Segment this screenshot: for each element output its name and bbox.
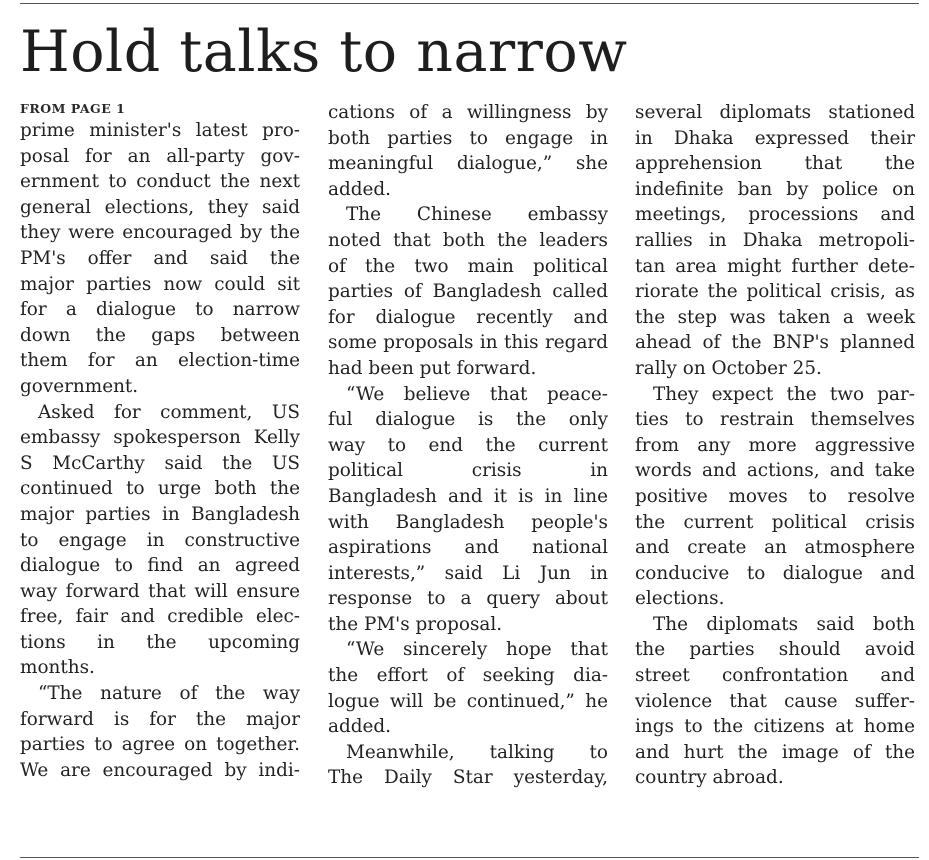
article-text-line: added. <box>328 178 392 200</box>
article-text-line: Meanwhile, talking to <box>346 741 608 763</box>
article-text-line: ahead of the BNP's planned <box>635 332 915 354</box>
article-text-line: The Daily Star yesterday, <box>328 767 608 789</box>
article-text-line: tions in the upcoming <box>20 631 300 653</box>
article-text-line: violence that cause suffer- <box>635 690 915 712</box>
article-text-line: PM's offer and said the <box>20 247 300 269</box>
article-text-line: forward is for the major <box>20 708 300 730</box>
article-text-line: Bangladesh and it is in line <box>328 485 608 507</box>
article-text-line: “We sincerely hope that <box>346 639 608 661</box>
article-text-line: rallies in Dhaka metropoli- <box>635 229 915 251</box>
article-text-line: down the gaps between <box>20 324 300 346</box>
article-text-line: way forward that will ensure <box>20 580 300 602</box>
article-text-line: ernment to conduct the next <box>20 171 300 193</box>
article-text-line: We are encouraged by indi- <box>20 759 300 781</box>
article-text-line: They expect the two par- <box>653 383 915 405</box>
article-text-line: the step was taken a week <box>635 306 915 328</box>
article-text-line: meaningful dialogue,” she <box>328 153 608 175</box>
article-text-line: country abroad. <box>635 767 784 789</box>
article-text-line: for dialogue recently and <box>328 306 608 328</box>
article-text-line: ties to restrain themselves <box>635 409 915 431</box>
article-text-line: positive moves to resolve <box>635 485 915 507</box>
article-text-line: political crisis in <box>328 460 608 482</box>
article-text-line: noted that both the leaders <box>328 229 608 251</box>
article-text-line: some proposals in this regard <box>328 332 608 354</box>
article-text-line: and hurt the image of the <box>635 741 915 763</box>
article-text-line: way to end the current <box>328 434 608 456</box>
article-text-line: they were encouraged by the <box>20 222 300 244</box>
article-text-line: apprehension that the <box>635 153 915 175</box>
bottom-rule <box>20 857 919 858</box>
article-text-line: and create an atmosphere <box>635 537 915 559</box>
headline: Hold talks to narrow <box>20 19 628 85</box>
article-text-line: in Dhaka expressed their <box>635 127 915 149</box>
article-text-line: months. <box>20 657 95 679</box>
article-text-line: aspirations and national <box>328 537 608 559</box>
article-text-line: parties of Bangladesh called <box>328 281 608 303</box>
article-text-line: several diplomats stationed <box>635 102 915 123</box>
top-rule <box>20 3 919 4</box>
article-text-line: major parties in Bangladesh <box>20 503 300 525</box>
article-text-line: for a dialogue to narrow <box>20 299 300 321</box>
article-text-line: dialogue to find an agreed <box>20 555 300 577</box>
article-column-3 <box>635 100 915 791</box>
article-text-line: general elections, they said <box>20 196 300 218</box>
article-text-line: conducive to dialogue and <box>635 562 915 584</box>
article-text-line: Asked for comment, US <box>38 401 300 423</box>
article-text-line: interests,” said Li Jun in <box>328 562 608 584</box>
article-text-line: meetings, processions and <box>635 204 915 226</box>
article-text-line: from any more aggressive <box>635 434 915 456</box>
article-text-line: riorate the political crisis, as <box>635 281 915 303</box>
article-text-line: “The nature of the way <box>38 683 300 705</box>
article-text-line: of the two main political <box>328 255 608 277</box>
article-text-line: The Chinese embassy <box>346 204 608 226</box>
article-text-line: to engage in constructive <box>20 529 300 551</box>
article-text-line: ful dialogue is the only <box>328 409 608 431</box>
article-text-line: had been put forward. <box>328 357 537 379</box>
article-text-line: parties to agree on together. <box>20 734 300 756</box>
article-text-line: elections. <box>635 588 725 610</box>
article-text-line: embassy spokesperson Kelly <box>20 427 300 449</box>
article-text-line: added. <box>328 716 392 738</box>
article-text-line: free, fair and credible elec- <box>20 606 300 628</box>
article-text-line: The diplomats said both <box>653 613 915 635</box>
article-column-1 <box>20 100 300 783</box>
article-column-2 <box>328 100 608 791</box>
article-text-line: the PM's proposal. <box>328 613 503 635</box>
article-text-line: continued to urge both the <box>20 478 300 500</box>
continuation-kicker: FROM PAGE 1 <box>20 101 126 116</box>
article-text-line: posal for an all-party gov- <box>20 145 300 167</box>
article-text-line: them for an election-time <box>20 350 300 372</box>
article-text-line: ings to the citizens at home <box>635 716 915 738</box>
article-text-line: words and actions, and take <box>635 460 915 482</box>
article-text-line: tan area might further dete- <box>635 255 915 277</box>
article-text-line: government. <box>20 375 139 397</box>
article-text-line: street confrontation and <box>635 665 915 687</box>
article-text-line: indefinite ban by police on <box>635 178 915 200</box>
article-text-line: the effort of seeking dia- <box>328 665 608 687</box>
article-text-line: prime minister's latest pro- <box>20 120 300 141</box>
article-text-line: response to a query about <box>328 588 608 610</box>
article-text-line: rally on October 25. <box>635 357 822 379</box>
article-text-line: the current political crisis <box>635 511 915 533</box>
article-text-line: logue will be continued,” he <box>328 690 608 712</box>
article-text-line: with Bangladesh people's <box>328 511 608 533</box>
article-text-line: major parties now could sit <box>20 273 300 295</box>
article-text-line: “We believe that peace- <box>346 383 608 405</box>
article-text-line: the parties should avoid <box>635 639 915 661</box>
article-text-line: cations of a willingness by <box>328 102 608 123</box>
article-text-line: both parties to engage in <box>328 127 608 149</box>
article-text-line: S McCarthy said the US <box>20 452 300 474</box>
